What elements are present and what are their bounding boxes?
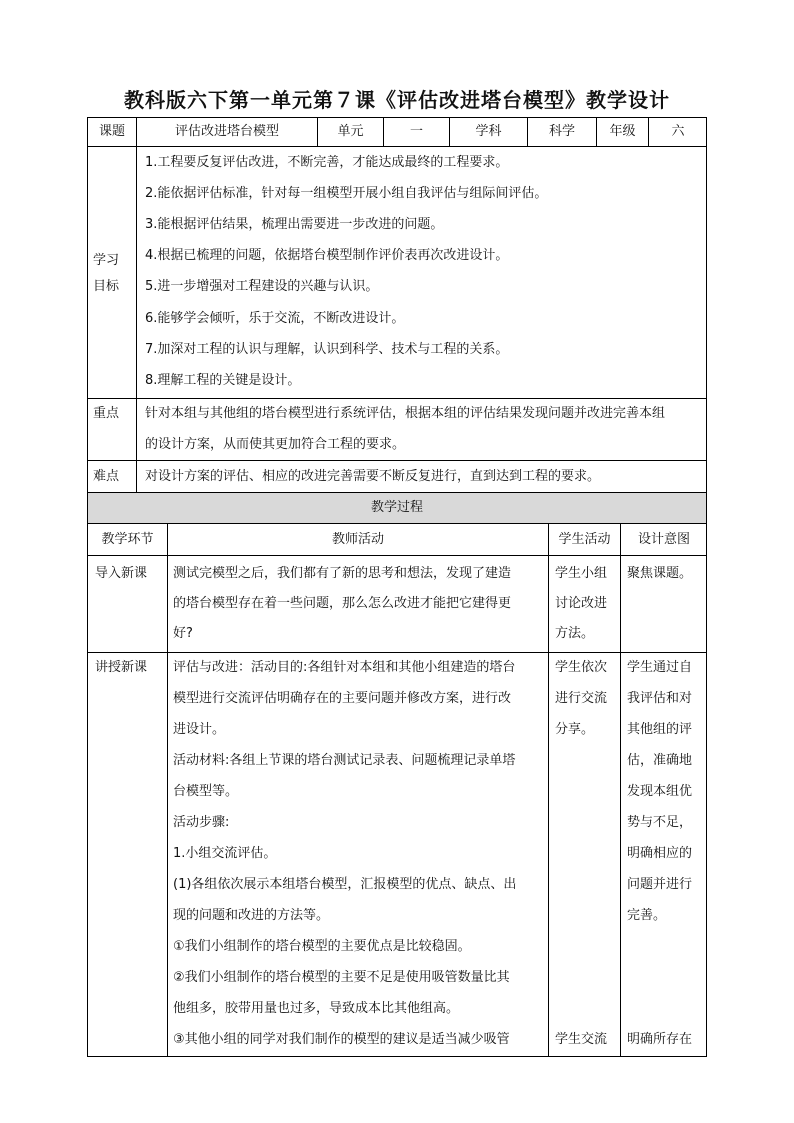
lecture-teacher-line: ①我们小组制作的塔台模型的主要优点是比较稳固。 <box>173 939 471 954</box>
key-point-text: 的设计方案，从而使其更加符合工程的要求。 <box>145 437 406 452</box>
process-title: 教学过程 <box>370 500 423 515</box>
intro-teacher-line: 的塔台模型存在着一些问题，那么怎么改进才能把它建得更 <box>173 596 512 611</box>
difficulty-label: 难点 <box>93 469 120 484</box>
intro-student-line: 学生小组 <box>555 566 608 581</box>
lecture-teacher-line: 台模型等。 <box>173 784 239 799</box>
row-divider <box>87 460 707 461</box>
lecture-student-line: 学生依次 <box>555 660 608 675</box>
column-divider <box>167 523 168 1057</box>
subject-label: 学科 <box>475 124 502 139</box>
objective-item: 1.工程要反复评估改进，不断完善，才能达成最终的工程要求。 <box>145 155 509 170</box>
lecture-teacher-line: 模型进行交流评估明确存在的主要问题并修改方案，进行改 <box>173 691 512 706</box>
objective-item: 4.根据已梳理的问题，依据塔台模型制作评价表再次改进设计。 <box>145 248 509 263</box>
lecture-teacher-line: (1)各组依次展示本组塔台模型，汇报模型的优点、缺点、出 <box>173 877 517 892</box>
column-divider <box>548 523 549 1057</box>
lecture-intent-line: 其他组的评 <box>627 722 693 737</box>
intro-teacher-line: 好? <box>173 626 193 641</box>
lecture-teacher-line: 他组多，胶带用量也过多，导致成本比其他组高。 <box>173 1001 460 1016</box>
lecture-student-line: 进行交流 <box>555 691 608 706</box>
lesson-value: 评估改进塔台模型 <box>174 124 279 139</box>
row-divider <box>87 523 707 524</box>
lecture-intent-line: 明确相应的 <box>627 846 693 861</box>
objective-item: 2.能依据评估标准，针对每一组模型开展小组自我评估与组际间评估。 <box>145 186 548 201</box>
row-divider <box>87 555 707 556</box>
objective-item: 6.能够学会倾听，乐于交流，不断改进设计。 <box>145 311 405 326</box>
key-point-text: 针对本组与其他组的塔台模型进行系统评估，根据本组的评估结果发现问题并改进完善本组 <box>145 406 666 421</box>
lecture-teacher-line: 活动材料:各组上节课的塔台测试记录表、问题梳理记录单塔 <box>173 753 516 768</box>
key-point-label: 重点 <box>93 406 120 421</box>
unit-label: 单元 <box>337 124 364 139</box>
lecture-intent-line: 问题并进行 <box>627 877 693 892</box>
lesson-label: 课题 <box>98 124 125 139</box>
intro-intent-line: 聚焦课题。 <box>627 566 693 581</box>
objective-item: 8.理解工程的关键是设计。 <box>145 373 301 388</box>
objective-item: 3.能根据评估结果，梳理出需要进一步改进的问题。 <box>145 217 444 232</box>
lecture-intent-line: 我评估和对 <box>627 691 693 706</box>
lecture-intent-line: 势与不足， <box>627 815 693 830</box>
lecture-teacher-line: 现的问题和改进的方法等。 <box>173 908 330 923</box>
lecture-student-line: 分享。 <box>555 722 595 737</box>
lecture-intent-line: 学生通过自 <box>627 660 693 675</box>
unit-value: 一 <box>409 124 423 139</box>
lecture-intent-line: 完善。 <box>627 908 667 923</box>
subject-value: 科学 <box>548 124 575 139</box>
column-divider <box>620 523 621 1057</box>
objective-item: 5.进一步增强对工程建设的兴趣与认识。 <box>145 279 379 294</box>
lecture-intent-line: 发现本组优 <box>627 784 693 799</box>
intro-teacher-line: 测试完模型之后，我们都有了新的思考和想法，发现了建造 <box>173 566 512 581</box>
objectives-label: 学习 <box>93 253 120 268</box>
lecture-teacher-line: ②我们小组制作的塔台模型的主要不足是使用吸管数量比其 <box>173 970 510 985</box>
objectives-label: 目标 <box>93 279 120 294</box>
intro-stage: 导入新课 <box>95 566 148 581</box>
difficulty-text: 对设计方案的评估、相应的改进完善需要不断反复进行，直到达到工程的要求。 <box>145 469 601 484</box>
row-divider <box>87 146 707 147</box>
lecture-student-line: 学生交流 <box>555 1032 608 1047</box>
row-divider <box>87 398 707 399</box>
row-divider <box>87 652 707 653</box>
intro-student-line: 讨论改进 <box>555 596 608 611</box>
header-teacher: 教师活动 <box>331 532 384 547</box>
lecture-stage: 讲授新课 <box>95 660 148 675</box>
intro-student-line: 方法。 <box>555 626 595 641</box>
column-divider <box>136 146 137 492</box>
header-intent: 设计意图 <box>637 532 690 547</box>
header-stage: 教学环节 <box>101 532 154 547</box>
lecture-teacher-line: 进设计。 <box>173 722 226 737</box>
lecture-teacher-line: 1.小组交流评估。 <box>173 846 277 861</box>
lecture-intent-line: 明确所存在 <box>627 1032 693 1047</box>
lecture-intent-line: 估，准确地 <box>627 753 693 768</box>
grade-value: 六 <box>671 124 685 139</box>
objective-item: 7.加深对工程的认识与理解，认识到科学、技术与工程的关系。 <box>145 342 509 357</box>
grade-label: 年级 <box>609 124 636 139</box>
document-title: 教科版六下第一单元第７课《评估改进塔台模型》教学设计 <box>124 88 670 112</box>
lecture-teacher-line: 活动步骤: <box>173 815 230 830</box>
lecture-teacher-line: 评估与改进：活动目的:各组针对本组和其他小组建造的塔台 <box>173 660 516 675</box>
header-student: 学生活动 <box>558 532 611 547</box>
lecture-teacher-line: ③其他小组的同学对我们制作的模型的建议是适当减少吸管 <box>173 1032 510 1047</box>
